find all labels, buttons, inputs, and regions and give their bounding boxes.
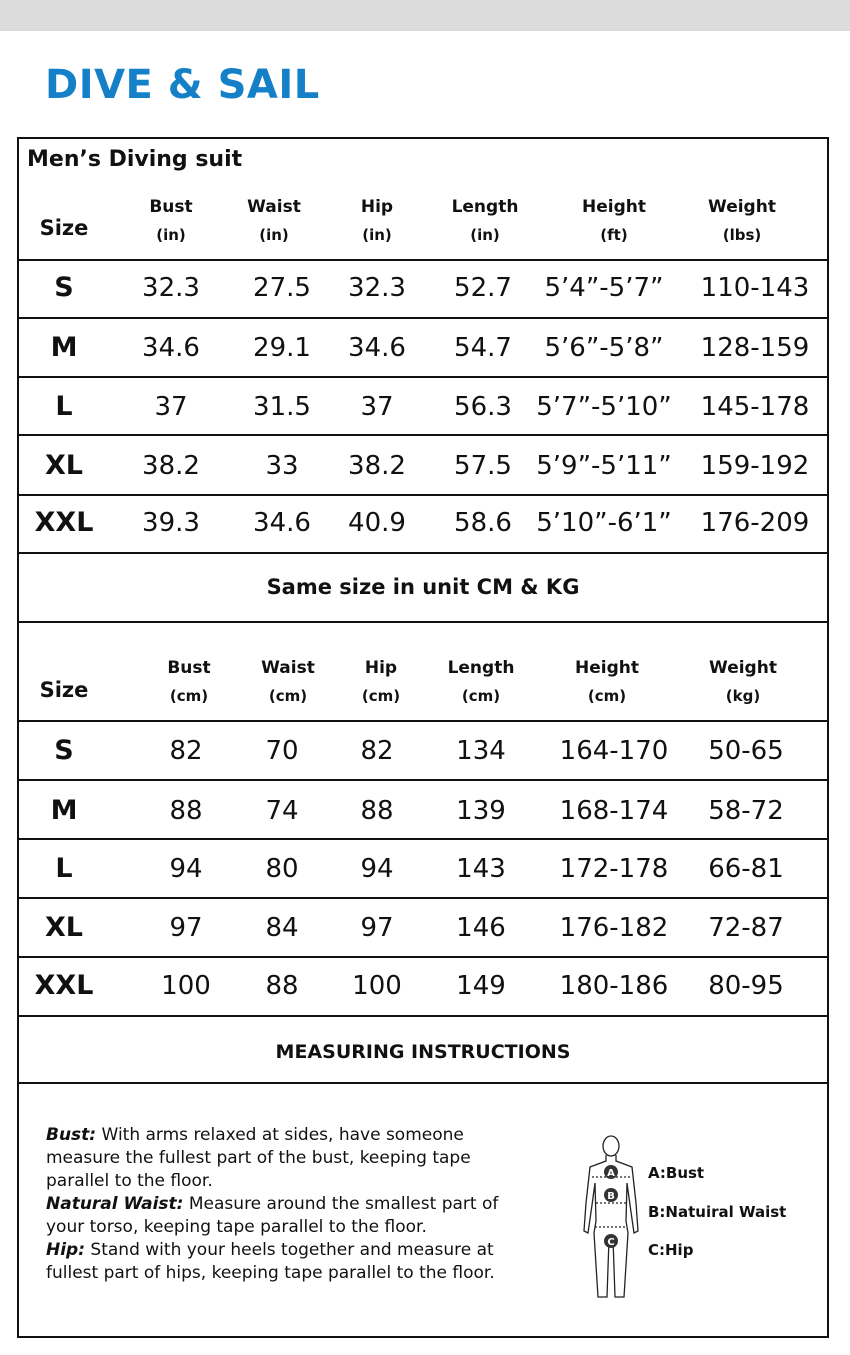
- row-divider: [17, 317, 829, 319]
- table-cell: 88: [360, 796, 394, 826]
- column-header-height: Height: [582, 197, 646, 217]
- column-unit-hip: (cm): [361, 687, 401, 705]
- table-cell: 134: [456, 736, 506, 766]
- table-cell: 34.6: [142, 333, 200, 363]
- column-header-length: Length: [451, 197, 519, 217]
- column-unit-hip: (in): [362, 226, 392, 244]
- column-unit-waist: (cm): [268, 687, 308, 705]
- table-cell: 38.2: [348, 451, 406, 481]
- column-unit-waist: (in): [259, 226, 289, 244]
- marker-b: [604, 1188, 618, 1202]
- size-cell: M: [50, 332, 78, 363]
- column-unit-weight: (kg): [725, 687, 761, 705]
- table-cell: 66-81: [708, 854, 784, 884]
- column-unit-height: (ft): [600, 226, 628, 244]
- column-unit-length: (in): [470, 226, 500, 244]
- table-cell: 31.5: [253, 392, 311, 422]
- size-cell: XXL: [34, 970, 94, 1001]
- table-cell: 176-209: [700, 508, 810, 538]
- table-cell: 84: [265, 913, 299, 943]
- table-cell: 97: [360, 913, 394, 943]
- instructions-title: MEASURING INSTRUCTIONS: [275, 1041, 571, 1063]
- table-cell: 5’10”-6’1”: [536, 508, 672, 538]
- table-cell: 168-174: [559, 796, 669, 826]
- table-cell: 56.3: [454, 392, 512, 422]
- instruction-waist: Natural Waist: Measure around the smallest part of your torso, keeping tape parallel to the floor.: [46, 1194, 499, 1237]
- section-divider: [17, 621, 829, 623]
- table-cell: 5’4”-5’7”: [544, 273, 664, 303]
- table-cell: 159-192: [700, 451, 810, 481]
- table-cell: 82: [169, 736, 203, 766]
- table-cell: 100: [352, 971, 402, 1001]
- table-cell: 38.2: [142, 451, 200, 481]
- table-cell: 34.6: [348, 333, 406, 363]
- row-divider: [17, 779, 829, 781]
- table-cell: 58.6: [454, 508, 512, 538]
- table-cell: 176-182: [559, 913, 669, 943]
- table-cell: 70: [265, 736, 299, 766]
- table-cell: 5’9”-5’11”: [536, 451, 672, 481]
- column-unit-weight: (lbs): [722, 226, 762, 244]
- row-divider: [17, 376, 829, 378]
- column-header-bust: Bust: [149, 197, 193, 217]
- table-cell: 145-178: [700, 392, 810, 422]
- instruction-hip: Hip: Stand with your heels together and measure at fullest part of hips, keeping tape parallel to the floor.: [46, 1240, 495, 1283]
- measuring-instructions: [46, 1124, 506, 1285]
- table-cell: 149: [456, 971, 506, 1001]
- column-header-waist: Waist: [261, 658, 315, 678]
- instruction-bust: Bust: With arms relaxed at sides, have someone measure the fullest part of the bust, keeping tape parallel to the floor.: [46, 1125, 471, 1191]
- column-unit-bust: (cm): [169, 687, 209, 705]
- column-header-hip: Hip: [364, 658, 398, 678]
- size-cell: S: [54, 735, 74, 766]
- table-cell: 58-72: [708, 796, 784, 826]
- table-divider: [17, 720, 829, 722]
- table-cell: 5’7”-5’10”: [536, 392, 672, 422]
- legend-bust: A:Bust: [648, 1164, 705, 1182]
- legend-hip: C:Hip: [648, 1241, 694, 1259]
- table-divider: [17, 259, 829, 261]
- table-cell: 88: [265, 971, 299, 1001]
- table-cell: 54.7: [454, 333, 512, 363]
- table-cell: 94: [169, 854, 203, 884]
- table-cell: 97: [169, 913, 203, 943]
- table-cell: 37: [360, 392, 394, 422]
- column-header-height: Height: [575, 658, 639, 678]
- top-bar: [0, 0, 850, 31]
- table-cell: 100: [161, 971, 211, 1001]
- svg-text:C: C: [607, 1237, 615, 1248]
- table-cell: 172-178: [559, 854, 669, 884]
- table-cell: 72-87: [708, 913, 784, 943]
- table-cell: 94: [360, 854, 394, 884]
- marker-c: [604, 1234, 618, 1248]
- row-divider: [17, 494, 829, 496]
- suit-title: Men’s Diving suit: [27, 147, 243, 172]
- table-cell: 80-95: [708, 971, 784, 1001]
- size-cell: S: [54, 272, 74, 303]
- column-header-bust: Bust: [167, 658, 211, 678]
- table-cell: 32.3: [142, 273, 200, 303]
- size-cell: XXL: [34, 507, 94, 538]
- table-cell: 80: [265, 854, 299, 884]
- column-header-hip: Hip: [360, 197, 394, 217]
- table-cell: 146: [456, 913, 506, 943]
- table-cell: 88: [169, 796, 203, 826]
- table-cell: 57.5: [454, 451, 512, 481]
- size-cell: M: [50, 795, 78, 826]
- size-cell: L: [55, 391, 73, 422]
- size-column-header: Size: [39, 216, 89, 240]
- column-header-weight: Weight: [708, 197, 776, 217]
- section-divider: [17, 1082, 829, 1084]
- svg-text:B: B: [607, 1191, 615, 1202]
- table-cell: 34.6: [253, 508, 311, 538]
- size-cell: L: [55, 853, 73, 884]
- table-cell: 110-143: [700, 273, 810, 303]
- row-divider: [17, 1015, 829, 1017]
- row-divider: [17, 552, 829, 554]
- column-unit-length: (cm): [461, 687, 501, 705]
- table-cell: 164-170: [559, 736, 669, 766]
- column-unit-bust: (in): [156, 226, 186, 244]
- row-divider: [17, 434, 829, 436]
- table-cell: 143: [456, 854, 506, 884]
- column-header-length: Length: [447, 658, 515, 678]
- size-cell: XL: [44, 912, 84, 943]
- table-cell: 180-186: [559, 971, 669, 1001]
- table-cell: 29.1: [253, 333, 311, 363]
- table-cell: 40.9: [348, 508, 406, 538]
- table-cell: 37: [154, 392, 188, 422]
- row-divider: [17, 897, 829, 899]
- table-cell: 50-65: [708, 736, 784, 766]
- table-cell: 33: [265, 451, 299, 481]
- legend-waist: B:Natuiral Waist: [648, 1203, 787, 1221]
- svg-text:A: A: [607, 1168, 615, 1179]
- row-divider: [17, 956, 829, 958]
- table-cell: 139: [456, 796, 506, 826]
- table-cell: 82: [360, 736, 394, 766]
- size-column-header: Size: [39, 678, 89, 702]
- table-cell: 74: [265, 796, 299, 826]
- column-header-waist: Waist: [247, 197, 301, 217]
- table-cell: 52.7: [454, 273, 512, 303]
- brand-logo: DIVE & SAIL: [45, 62, 320, 108]
- table-cell: 128-159: [700, 333, 810, 363]
- metric-section-title: Same size in unit CM & KG: [266, 575, 580, 599]
- table-cell: 39.3: [142, 508, 200, 538]
- table-cell: 5’6”-5’8”: [544, 333, 664, 363]
- column-unit-height: (cm): [587, 687, 627, 705]
- row-divider: [17, 838, 829, 840]
- column-header-weight: Weight: [709, 658, 777, 678]
- table-cell: 27.5: [253, 273, 311, 303]
- body-measurement-figure: [578, 1133, 644, 1303]
- size-cell: XL: [44, 450, 84, 481]
- table-cell: 32.3: [348, 273, 406, 303]
- marker-a: [604, 1165, 618, 1179]
